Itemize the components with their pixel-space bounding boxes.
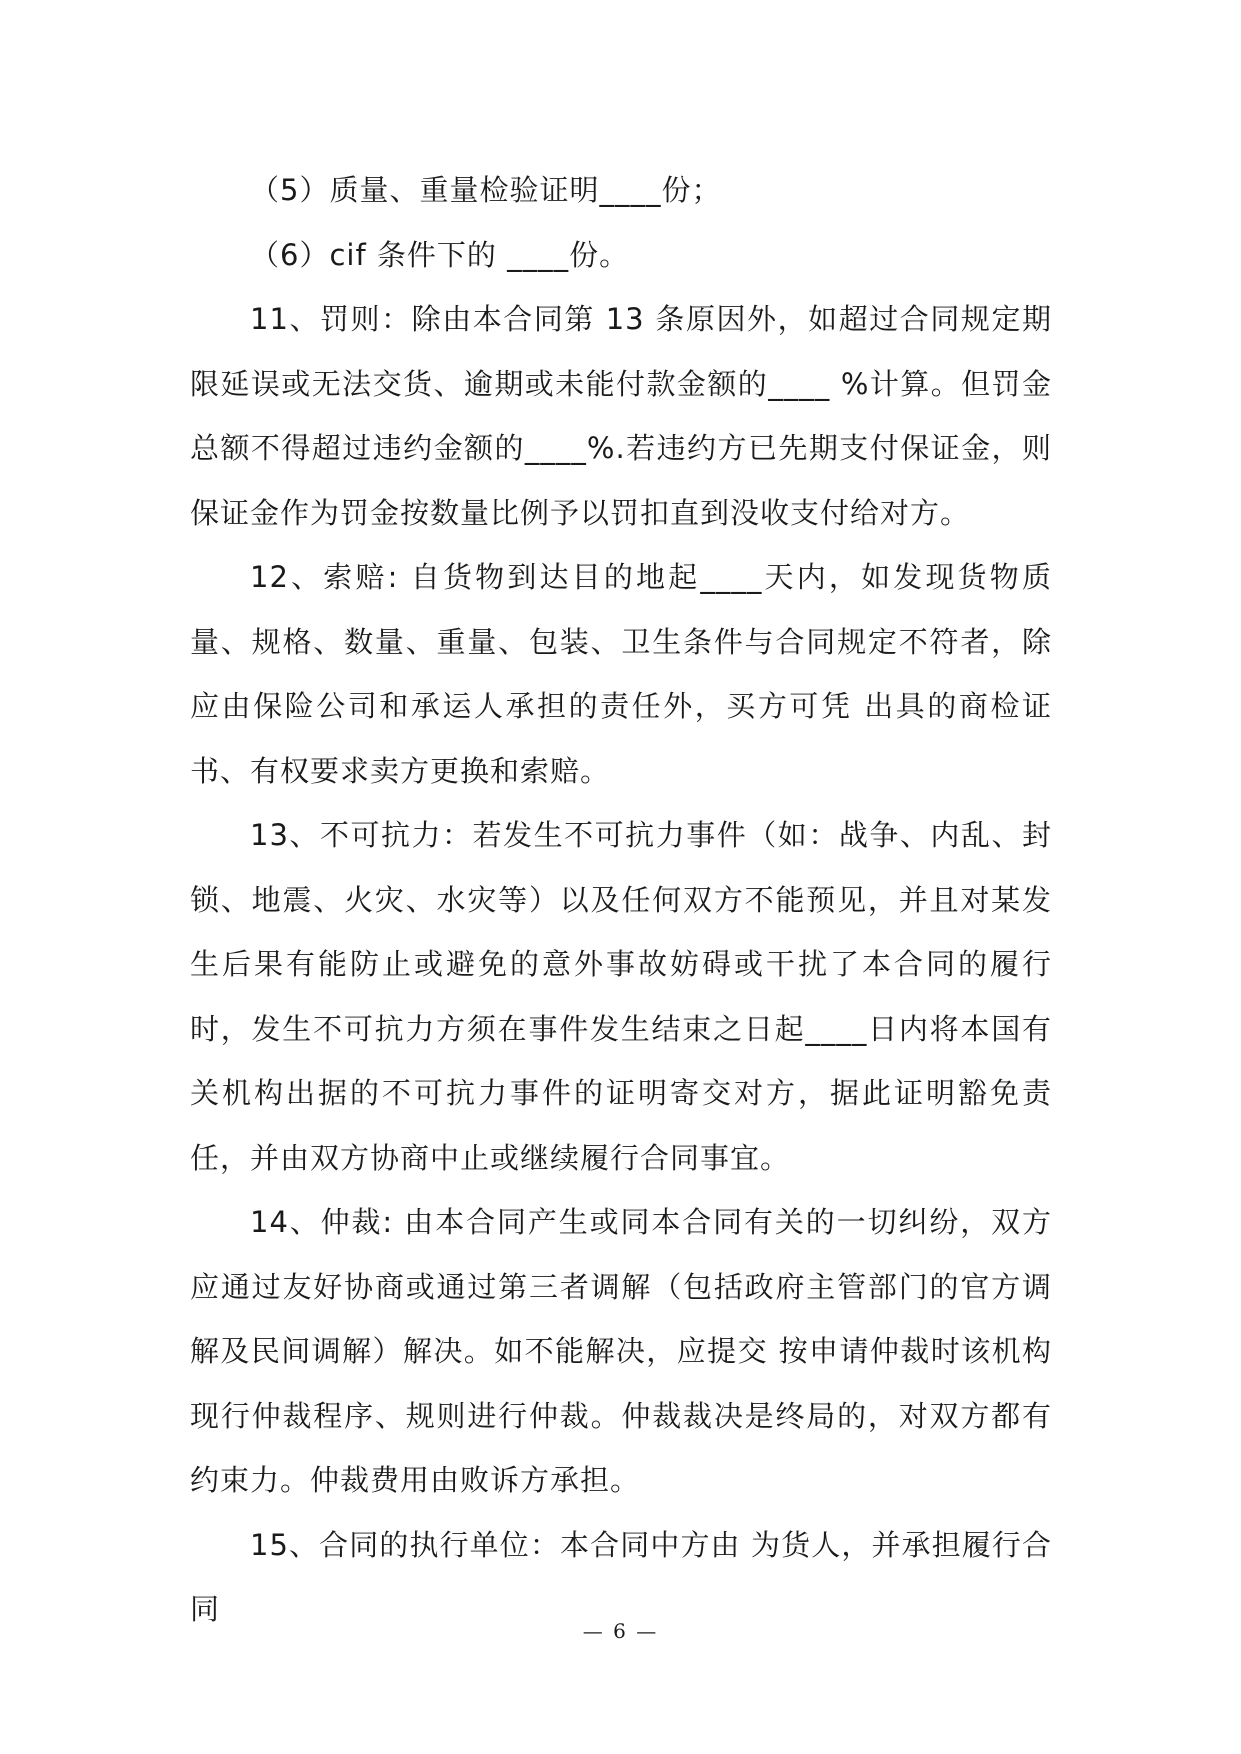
clause-6-cif: （6）cif 条件下的 ____份。 xyxy=(250,237,630,272)
clause-14-arbitration: 14、仲裁: 由本合同产生或同本合同有关的一切纠纷，双方应通过友好协商或通过第三者调解（包括政府主管部门的官方调解及民间调解）解决。如不能解决，应提交 按申请仲裁时该机构现行仲裁程序、规则进行仲裁。仲裁裁决是终局的，对双方都有约束力。仲裁费用由败诉方承担。 xyxy=(190,1205,1052,1497)
page-number: — 6 — xyxy=(582,1619,659,1643)
clause-13-force-majeure: 13、不可抗力：若发生不可抗力事件（如：战争、内乱、封锁、地震、火灾、水灾等）以及任何双方不能预见，并且对某发生后果有能防止或避免的意外事故妨碍或干扰了本合同的履行时，发生不可抗力方须在事件发生结束之日起____日内将本国有关机构出据的不可抗力事件的证明寄交对方，据此证明豁免责任，并由双方协商中止或继续履行合同事宜。 xyxy=(190,818,1052,1175)
clause-5-quality-certificate: （5）质量、重量检验证明____份； xyxy=(250,173,722,207)
clause-15-executing-unit: 15、合同的执行单位：本合同中方由 为货人，并承担履行合同 xyxy=(190,1527,1052,1626)
clause-11-penalty: 11、罚则：除由本合同第 13 条原因外，如超过合同规定期限延误或无法交货、逾期或未能付款金额的____ %计算。但罚金总额不得超过违约金额的____%.若违约方已先期支付保证金，则保证金作为罚金按数量比例予以罚扣直到没收支付给对方。 xyxy=(190,302,1052,530)
clause-12-claims: 12、索赔: 自货物到达目的地起____天内，如发现货物质量、规格、数量、重量、包装、卫生条件与合同规定不符者，除应由保险公司和承运人承担的责任外，买方可凭 出具的商检证书、有权要求卖方更换和索赔。 xyxy=(190,560,1052,788)
document-body xyxy=(190,158,1052,1642)
